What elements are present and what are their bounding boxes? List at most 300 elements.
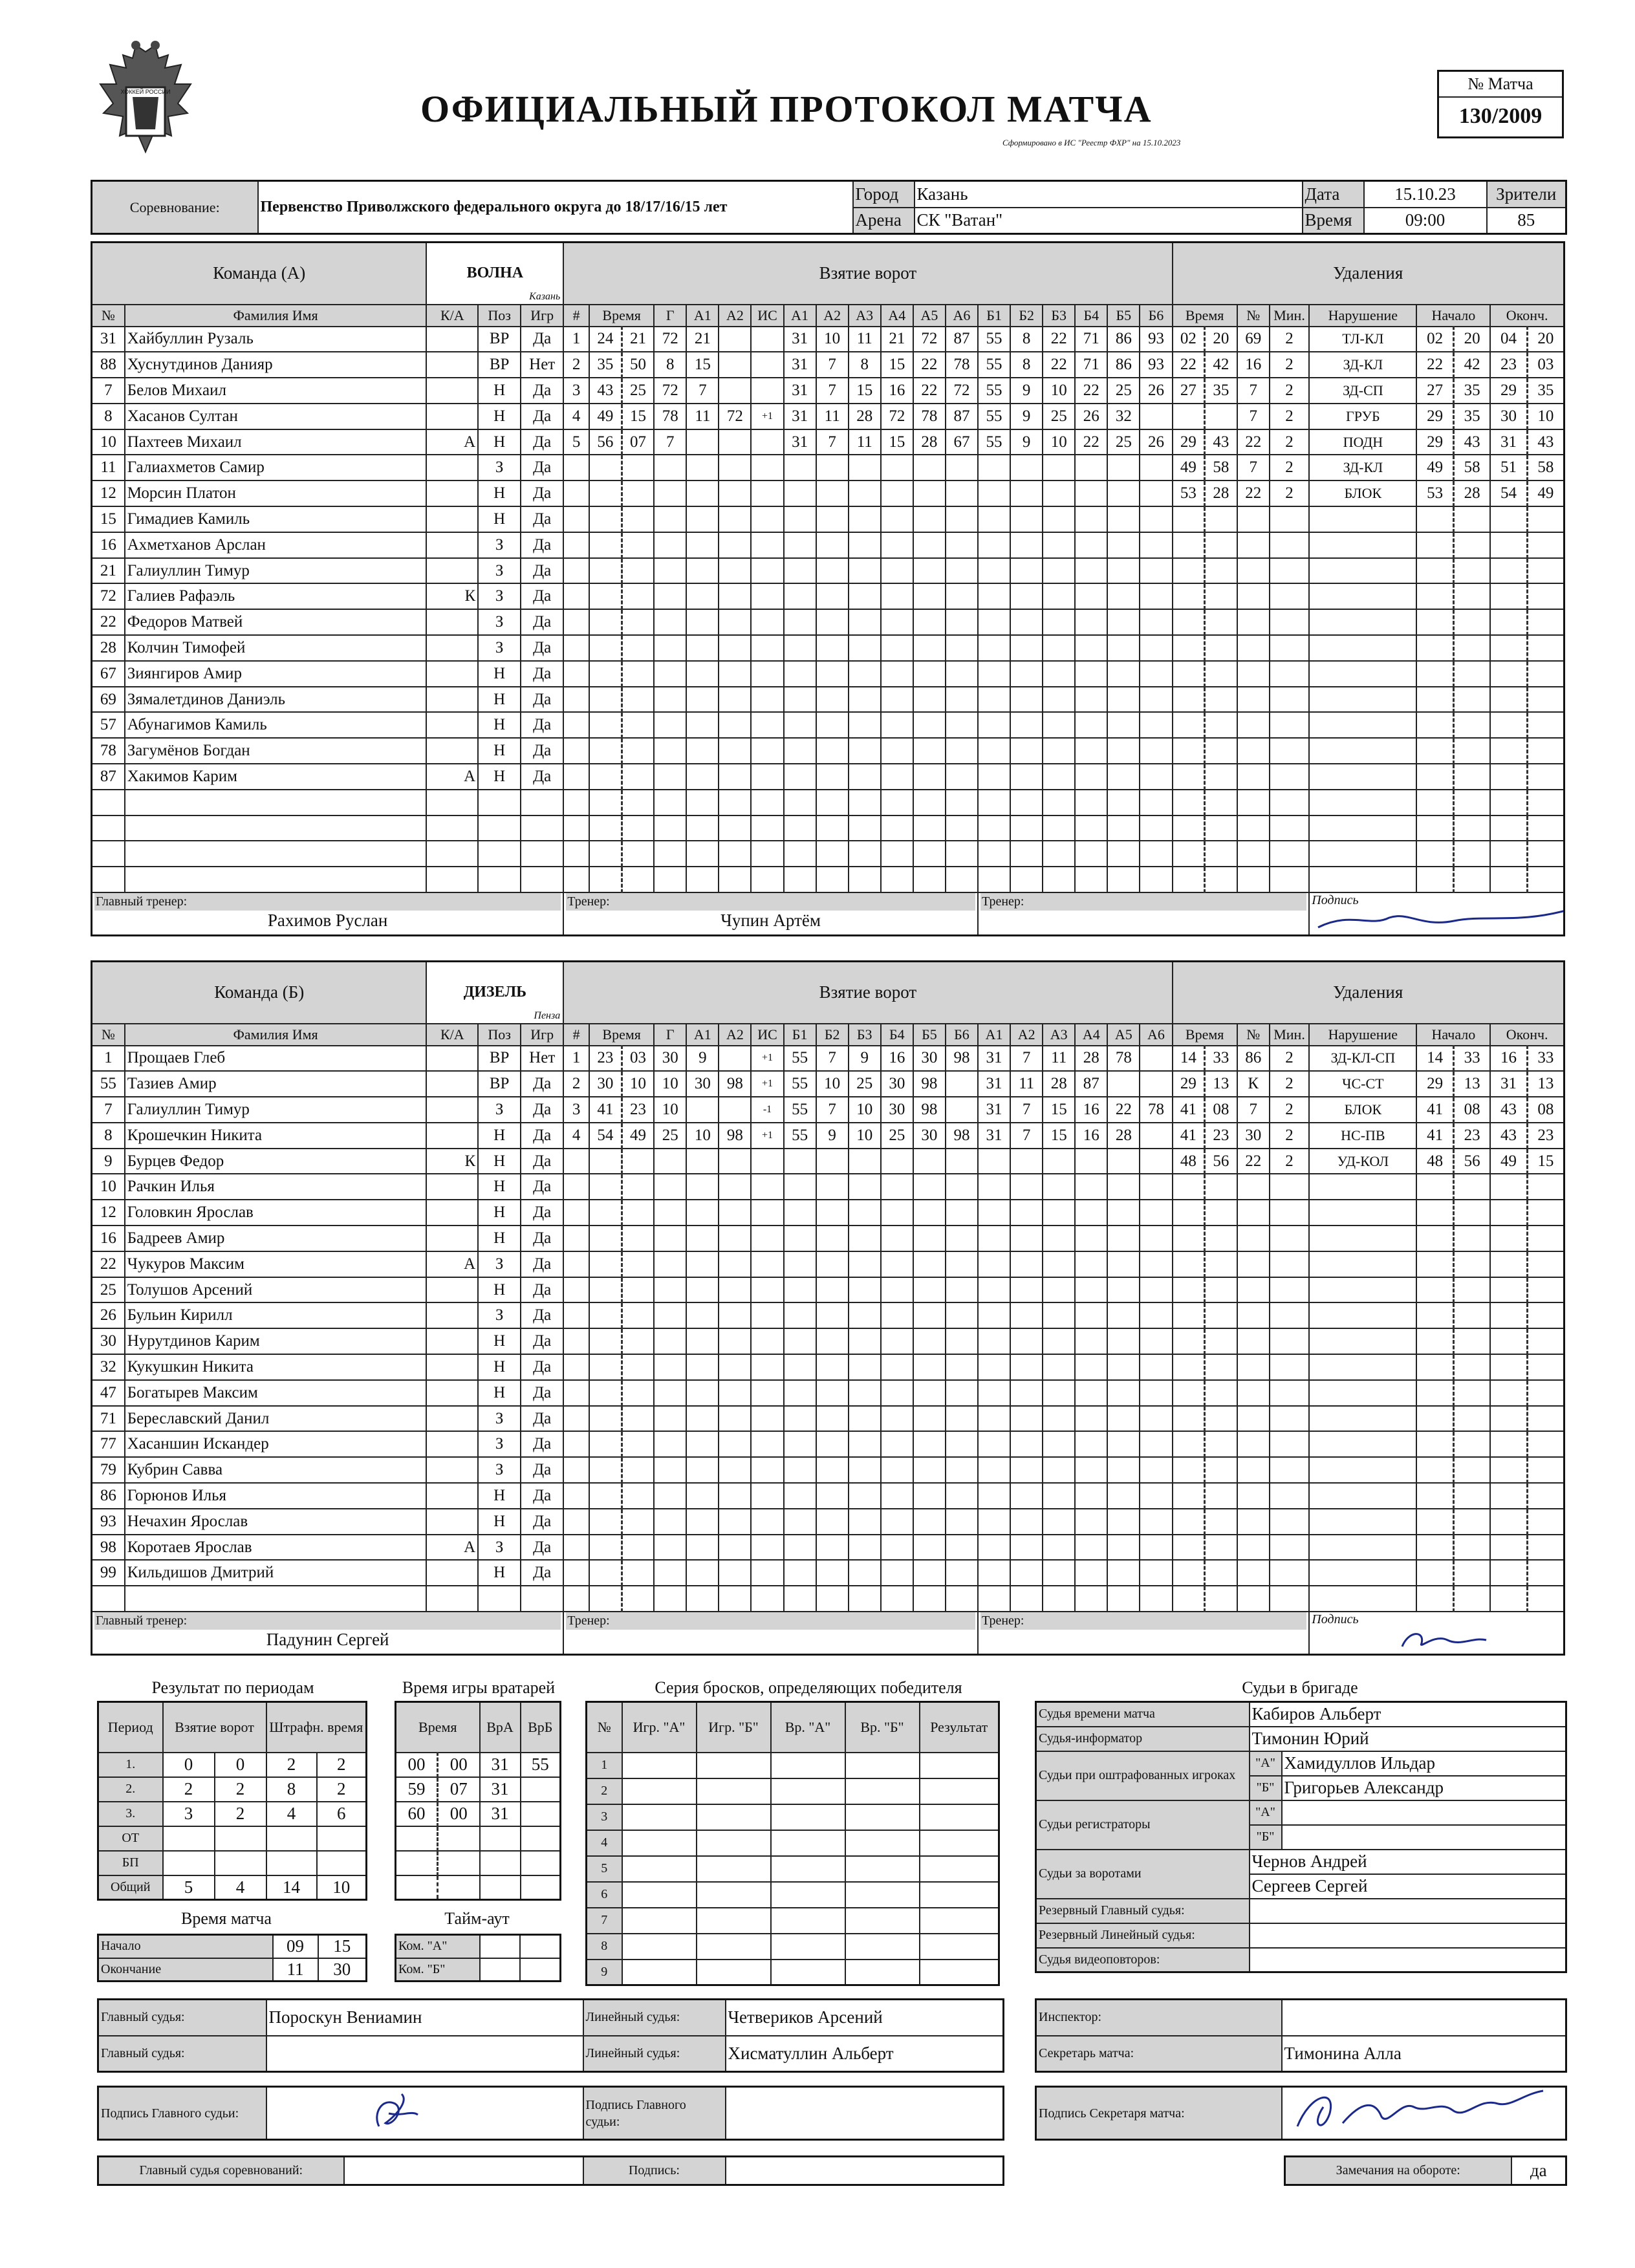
penalty-start-sec: 33 — [1453, 1046, 1490, 1072]
penalty-violation — [1309, 1586, 1416, 1612]
svg-text:ХОККЕЙ РОССИИ: ХОККЕЙ РОССИИ — [120, 89, 171, 95]
goal-plus-player: 78 — [946, 352, 978, 378]
penalty-violation: ПОДН — [1309, 429, 1416, 455]
goal-minus-player — [1010, 712, 1043, 738]
goal-minus-player — [1043, 583, 1075, 609]
player-plays: Да — [521, 327, 563, 352]
goal-situation — [751, 1149, 783, 1174]
penalty-start-min — [1416, 1174, 1453, 1200]
penalty-start-sec — [1453, 1535, 1490, 1561]
player-number: 87 — [92, 764, 125, 790]
player-name: Береславский Данил — [125, 1406, 427, 1432]
goal-minus-player — [1043, 1586, 1075, 1612]
goal-plus-player — [784, 1226, 816, 1251]
penalty-end-sec — [1527, 635, 1564, 661]
penalty-end-min — [1490, 1302, 1527, 1328]
goal-scorer: 78 — [654, 404, 686, 429]
penalty-player — [1237, 1457, 1270, 1483]
goal-minus-player: 26 — [1075, 404, 1107, 429]
goal-minus-player — [1010, 1200, 1043, 1226]
goal-minus-player — [1107, 1431, 1140, 1457]
penalty-second — [1205, 583, 1237, 609]
penalty-minutes — [1270, 506, 1309, 532]
goal-scorer — [654, 1380, 686, 1406]
goal-plus-player: 30 — [881, 1071, 913, 1097]
secretary-label: Секретарь матча: — [1036, 2036, 1282, 2072]
goal-plus-player — [849, 1431, 881, 1457]
team-a-col-header: Б6 — [1140, 305, 1172, 327]
goal-plus-player — [881, 1431, 913, 1457]
shootout-number: 5 — [587, 1856, 622, 1882]
goal-plus-player — [816, 1406, 849, 1432]
goal-number — [563, 1354, 589, 1380]
penalty-second — [1205, 609, 1237, 635]
penalty-second: 58 — [1205, 455, 1237, 481]
goal-assist-1 — [686, 429, 719, 455]
penalty-minute — [1173, 1586, 1205, 1612]
goal-number — [563, 738, 589, 764]
team-b-col-header: К/А — [426, 1024, 478, 1046]
player-plays: Да — [521, 404, 563, 429]
goal-situation: +1 — [751, 404, 783, 429]
penalty-start-sec — [1453, 738, 1490, 764]
penalty-start-min — [1416, 1302, 1453, 1328]
shootout-cell — [697, 1908, 771, 1934]
penalty-second — [1205, 790, 1237, 815]
goal-plus-player — [946, 1097, 978, 1123]
inspector-table — [1035, 1998, 1567, 2073]
goal-minus-player — [1075, 712, 1107, 738]
team-a-col-header: Б3 — [1043, 305, 1075, 327]
goal-assist-2 — [719, 1174, 751, 1200]
penalty-violation: ЗД-КЛ — [1309, 352, 1416, 378]
goal-minus-player — [1043, 790, 1075, 815]
player-captain-mark — [426, 1200, 478, 1226]
goal-scorer — [654, 1200, 686, 1226]
team-a-signature-label: Подпись — [1312, 893, 1359, 908]
start-time: 09:00 — [1364, 208, 1487, 234]
goal-second — [622, 1302, 654, 1328]
goal-plus-player — [881, 815, 913, 841]
goal-plus-player — [881, 661, 913, 687]
goalie-minute — [396, 1826, 438, 1851]
goal-plus-player: 10 — [849, 1097, 881, 1123]
goal-second — [622, 455, 654, 481]
penalty-player — [1237, 790, 1270, 815]
period-name: 1. — [98, 1753, 163, 1777]
goal-number: 1 — [563, 327, 589, 352]
goal-situation — [751, 764, 783, 790]
penalty-end-sec — [1527, 738, 1564, 764]
goal-minus-player — [1107, 841, 1140, 867]
player-number: 21 — [92, 558, 125, 584]
goal-plus-player — [946, 1509, 978, 1535]
goal-situation — [751, 1226, 783, 1251]
goal-number: 4 — [563, 1123, 589, 1149]
goal-plus-player — [849, 687, 881, 713]
penalty-minutes — [1270, 1328, 1309, 1354]
goal-plus-player — [816, 1457, 849, 1483]
penalty-player — [1237, 841, 1270, 867]
player-plays: Нет — [521, 1046, 563, 1072]
goal-situation — [751, 583, 783, 609]
penalty-start-min — [1416, 583, 1453, 609]
goal-minus-player — [1043, 1277, 1075, 1303]
goal-assist-2 — [719, 1097, 751, 1123]
team-a-city: Казань — [529, 290, 561, 302]
team-b-name-cell — [426, 962, 563, 1024]
player-number: 98 — [92, 1535, 125, 1561]
player-position: Н — [478, 738, 521, 764]
penalty-minutes — [1270, 712, 1309, 738]
goal-minus-player: 28 — [1107, 1123, 1140, 1149]
period-pen-b: 2 — [317, 1777, 367, 1802]
goal-minute — [589, 1277, 622, 1303]
player-captain-mark — [426, 558, 478, 584]
penalty-player — [1237, 1328, 1270, 1354]
goal-plus-player — [913, 1354, 946, 1380]
competition-ref-table — [97, 2155, 1004, 2186]
goal-minute — [589, 841, 622, 867]
penalty-box-a: Хамидуллов Ильдар — [1282, 1751, 1566, 1776]
player-plays: Да — [521, 1354, 563, 1380]
match-number-box — [1437, 70, 1564, 138]
shootout-number: 3 — [587, 1804, 622, 1830]
player-plays: Да — [521, 532, 563, 558]
penalty-end-sec — [1527, 867, 1564, 892]
goal-assist-2 — [719, 1149, 751, 1174]
goal-minus-player — [1140, 1328, 1172, 1354]
penalty-violation — [1309, 1251, 1416, 1277]
goal-scorer — [654, 1174, 686, 1200]
goal-plus-player — [849, 635, 881, 661]
player-position: Н — [478, 481, 521, 506]
timeout-b-min — [480, 1958, 520, 1982]
goal-minus-player — [1107, 1149, 1140, 1174]
team-b-player-row — [92, 1277, 1565, 1303]
goalie-a: 31 — [480, 1753, 521, 1777]
goal-minus-player: 28 — [1043, 1071, 1075, 1097]
penalty-end-min: 30 — [1490, 404, 1527, 429]
goal-plus-player — [881, 1586, 913, 1612]
competition-ref — [344, 2157, 583, 2185]
penalty-start-sec — [1453, 532, 1490, 558]
penalty-minutes — [1270, 1560, 1309, 1586]
federation-logo — [97, 39, 194, 171]
player-plays: Да — [521, 1123, 563, 1149]
goal-minus-player — [1075, 1354, 1107, 1380]
goal-minus-player — [1107, 1457, 1140, 1483]
goalie-second: 00 — [438, 1753, 480, 1777]
goal-minus-player: 71 — [1075, 327, 1107, 352]
team-b-head-coach: Падунин Сергей — [266, 1630, 389, 1650]
goal-plus-player — [784, 1586, 816, 1612]
goal-minus-player — [1075, 1406, 1107, 1432]
penalty-start-min — [1416, 1380, 1453, 1406]
goal-minus-player — [1140, 481, 1172, 506]
penalty-second — [1205, 1483, 1237, 1509]
goal-minus-player: 26 — [1140, 378, 1172, 404]
goalie-row — [396, 1777, 561, 1802]
period-row — [98, 1777, 367, 1802]
goal-plus-player — [784, 815, 816, 841]
goal-scorer — [654, 661, 686, 687]
goal-plus-player — [913, 764, 946, 790]
player-position: ВР — [478, 1071, 521, 1097]
penalty-end-sec — [1527, 712, 1564, 738]
goal-minus-player — [1075, 1226, 1107, 1251]
goal-plus-player — [881, 481, 913, 506]
team-b-col-header: А4 — [1075, 1024, 1107, 1046]
player-captain-mark — [426, 404, 478, 429]
penalty-start-sec — [1453, 1560, 1490, 1586]
goal-minute — [589, 532, 622, 558]
team-b-player-row — [92, 1123, 1565, 1149]
goal-minute: 35 — [589, 352, 622, 378]
player-name: Коротаев Ярослав — [125, 1535, 427, 1561]
goal-minus-player — [1010, 867, 1043, 892]
penalty-end-min — [1490, 1586, 1527, 1612]
penalty-minute: 41 — [1173, 1097, 1205, 1123]
goal-assist-1 — [686, 532, 719, 558]
penalty-start-sec — [1453, 1251, 1490, 1277]
goal-minus-player — [1043, 687, 1075, 713]
penalty-end-min — [1490, 764, 1527, 790]
goal-assist-1 — [686, 1483, 719, 1509]
period-row — [98, 1826, 367, 1851]
goal-minus-player — [1107, 532, 1140, 558]
goal-assist-1 — [686, 635, 719, 661]
goal-minus-player — [1043, 506, 1075, 532]
penalty-start-min — [1416, 1226, 1453, 1251]
penalty-player — [1237, 635, 1270, 661]
penalty-player — [1237, 1302, 1270, 1328]
player-number — [92, 1586, 125, 1612]
shootout-number: 9 — [587, 1960, 622, 1985]
penalty-second — [1205, 1406, 1237, 1432]
goal-situation — [751, 1431, 783, 1457]
goal-plus-player — [946, 1380, 978, 1406]
team-a-coach-label: Тренер: — [566, 893, 975, 911]
goal-assist-1 — [686, 1302, 719, 1328]
penalty-violation — [1309, 1174, 1416, 1200]
goal-second — [622, 1354, 654, 1380]
goal-plus-player — [946, 1586, 978, 1612]
goal-minus-player — [1140, 532, 1172, 558]
player-plays: Да — [521, 1174, 563, 1200]
goal-minus-player — [1107, 1251, 1140, 1277]
team-a-col-header: # — [563, 305, 589, 327]
penalty-violation — [1309, 1277, 1416, 1303]
team-b-col-header: А6 — [1140, 1024, 1172, 1046]
goal-scorer — [654, 506, 686, 532]
goal-minus-player — [1140, 1226, 1172, 1251]
player-number: 99 — [92, 1560, 125, 1586]
player-position: ВР — [478, 352, 521, 378]
goal-situation — [751, 1354, 783, 1380]
penalty-violation — [1309, 764, 1416, 790]
goal-assist-1 — [686, 1251, 719, 1277]
goal-minus-player — [978, 481, 1010, 506]
registrar-b — [1282, 1825, 1566, 1850]
goal-scorer — [654, 1251, 686, 1277]
player-plays: Да — [521, 429, 563, 455]
penalty-violation: БЛОК — [1309, 1097, 1416, 1123]
goalie-b — [521, 1851, 561, 1875]
goal-plus-player — [816, 764, 849, 790]
player-position: Н — [478, 1200, 521, 1226]
goal-second — [622, 1226, 654, 1251]
penalty-end-sec — [1527, 506, 1564, 532]
penalty-start-sec — [1453, 1457, 1490, 1483]
goal-assist-1 — [686, 1586, 719, 1612]
goal-minus-player — [1010, 583, 1043, 609]
goal-minus-player — [978, 815, 1010, 841]
goal-second — [622, 1380, 654, 1406]
penalty-minute — [1173, 790, 1205, 815]
goal-minus-player — [1010, 481, 1043, 506]
penalty-minute — [1173, 635, 1205, 661]
goal-minus-player — [1140, 1535, 1172, 1561]
goal-minus-player — [1043, 1200, 1075, 1226]
goal-plus-player — [849, 764, 881, 790]
goal-number — [563, 687, 589, 713]
goal-plus-player — [913, 1483, 946, 1509]
penalty-start-min: 49 — [1416, 455, 1453, 481]
main-ref-sign-label-2: Подпись Главного судьи: — [583, 2087, 726, 2140]
goal-number — [563, 661, 589, 687]
goal-minus-player — [1140, 1431, 1172, 1457]
penalty-second — [1205, 1200, 1237, 1226]
team-a-head-coach-cell — [92, 892, 564, 936]
goal-plus-player — [849, 1380, 881, 1406]
player-name: Зиянгиров Амир — [125, 661, 427, 687]
goal-minute — [589, 1380, 622, 1406]
team-b-player-row — [92, 1302, 1565, 1328]
goal-plus-player — [946, 867, 978, 892]
player-captain-mark — [426, 1097, 478, 1123]
team-b-player-row — [92, 1483, 1565, 1509]
player-name: Морсин Платон — [125, 481, 427, 506]
goal-minus-player — [1140, 1277, 1172, 1303]
goal-plus-player — [849, 1483, 881, 1509]
goal-scorer — [654, 455, 686, 481]
goal-number — [563, 455, 589, 481]
goal-assist-2: 72 — [719, 404, 751, 429]
penalty-second — [1205, 1302, 1237, 1328]
goal-plus-player — [913, 1535, 946, 1561]
goal-plus-player — [881, 790, 913, 815]
goal-assist-1 — [686, 1200, 719, 1226]
goal-plus-player — [881, 867, 913, 892]
player-name: Чукуров Максим — [125, 1251, 427, 1277]
shootout-number: 2 — [587, 1778, 622, 1804]
player-name: Крошечкин Никита — [125, 1123, 427, 1149]
penalty-end-sec — [1527, 1174, 1564, 1200]
penalty-player — [1237, 506, 1270, 532]
penalty-end-sec: 20 — [1527, 327, 1564, 352]
player-position: З — [478, 558, 521, 584]
goal-minute — [589, 1174, 622, 1200]
team-b-col-header: Г — [654, 1024, 686, 1046]
goal-minus-player — [1075, 867, 1107, 892]
team-a-head-coach: Рахимов Руслан — [267, 911, 388, 931]
team-b-col-header: № — [1237, 1024, 1270, 1046]
informer: Тимонин Юрий — [1250, 1727, 1566, 1751]
shootout-cell — [920, 1830, 999, 1856]
team-a-name: ВОЛНА — [466, 265, 524, 282]
shootout-cell — [771, 1908, 845, 1934]
shootout-number: 7 — [587, 1908, 622, 1934]
penalty-start-sec — [1453, 1302, 1490, 1328]
penalty-start-min — [1416, 687, 1453, 713]
penalty-minutes — [1270, 1354, 1309, 1380]
goal-plus-player — [849, 1277, 881, 1303]
timekeeper: Кабиров Альберт — [1250, 1702, 1566, 1727]
player-position: Н — [478, 661, 521, 687]
spectators: 85 — [1487, 208, 1566, 234]
period-goals-b: 2 — [215, 1777, 266, 1802]
shootout-cell — [771, 1856, 845, 1882]
team-b-col-header: Б3 — [849, 1024, 881, 1046]
goal-situation — [751, 455, 783, 481]
penalty-minute — [1173, 609, 1205, 635]
goal-situation — [751, 1483, 783, 1509]
goal-assist-1 — [686, 583, 719, 609]
penalty-second — [1205, 532, 1237, 558]
goal-minus-player — [978, 712, 1010, 738]
penalty-player: 22 — [1237, 429, 1270, 455]
team-b-col-header: Фамилия Имя — [125, 1024, 427, 1046]
goal-minute — [589, 635, 622, 661]
goal-minute — [589, 583, 622, 609]
goal-minus-player — [978, 609, 1010, 635]
player-number: 31 — [92, 327, 125, 352]
goal-minute: 30 — [589, 1071, 622, 1097]
goal-assist-1 — [686, 1174, 719, 1200]
team-a-player-row — [92, 661, 1565, 687]
penalty-player — [1237, 867, 1270, 892]
team-b-player-row — [92, 1251, 1565, 1277]
penalty-start-min — [1416, 1483, 1453, 1509]
team-a-col-header: Игр — [521, 305, 563, 327]
penalty-end-sec — [1527, 687, 1564, 713]
goal-minus-player — [1107, 1560, 1140, 1586]
goal-minus-player — [1010, 1226, 1043, 1251]
goal-plus-player — [784, 1328, 816, 1354]
penalty-end-sec: 10 — [1527, 404, 1564, 429]
timeout-a-min — [480, 1935, 520, 1958]
player-number: 86 — [92, 1483, 125, 1509]
player-position: Н — [478, 1483, 521, 1509]
player-plays: Да — [521, 661, 563, 687]
goal-minus-player — [978, 1431, 1010, 1457]
player-position: З — [478, 1535, 521, 1561]
goal-minus-player — [1107, 1586, 1140, 1612]
penalty-start-sec: 35 — [1453, 378, 1490, 404]
team-a-col-header: А2 — [719, 305, 751, 327]
team-a-col-header: А2 — [816, 305, 849, 327]
goal-plus-player — [784, 481, 816, 506]
goal-situation — [751, 1328, 783, 1354]
player-plays: Да — [521, 1535, 563, 1561]
goal-minus-player — [1140, 1149, 1172, 1174]
goal-plus-player — [913, 506, 946, 532]
shootout-header: Результат — [920, 1702, 999, 1753]
goal-assist-2 — [719, 1586, 751, 1612]
goal-plus-player: 7 — [816, 1046, 849, 1072]
team-a-player-row — [92, 455, 1565, 481]
